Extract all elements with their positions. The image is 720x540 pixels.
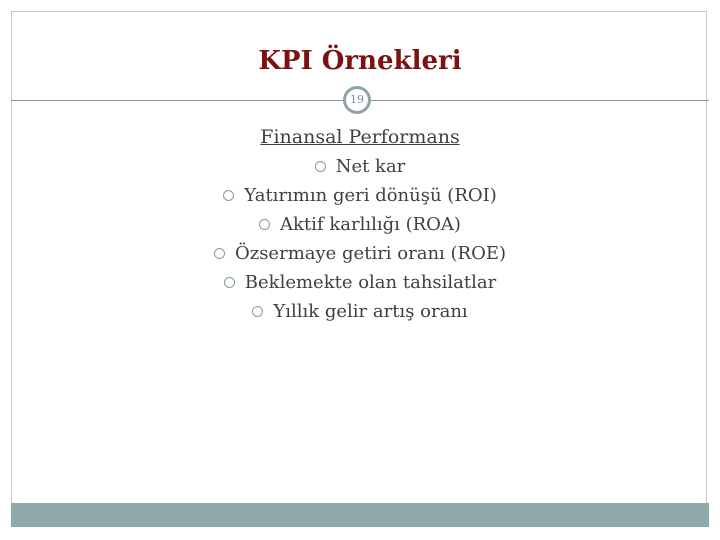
list-item-label: Net kar: [335, 156, 406, 177]
list-item: [0, 297, 720, 326]
footer-bar: [11, 503, 709, 527]
list-item-label: Beklemekte olan tahsilatlar: [244, 272, 497, 293]
list-item-label: Aktif karlılığı (ROA): [280, 214, 461, 235]
list-item: [0, 239, 720, 268]
list-item: [0, 152, 720, 181]
list-item-label: Özsermaye getiri oranı (ROE): [234, 243, 507, 264]
list-item-label: Yıllık gelir artış oranı: [273, 301, 468, 322]
slide-content: [0, 122, 720, 326]
section-heading: Finansal Performans: [260, 126, 460, 148]
circle-bullet-icon: [259, 219, 270, 230]
list-item: [0, 268, 720, 297]
circle-bullet-icon: [224, 277, 235, 288]
list-item: [0, 181, 720, 210]
slide-title: KPI Örnekleri: [258, 46, 462, 76]
page-number-badge: 19: [343, 86, 371, 114]
circle-bullet-icon: [223, 190, 234, 201]
list-item: [0, 210, 720, 239]
circle-bullet-icon: [315, 161, 326, 172]
list-item-label: Yatırımın geri dönüşü (ROI): [244, 185, 497, 206]
circle-bullet-icon: [252, 306, 263, 317]
circle-bullet-icon: [214, 248, 225, 259]
